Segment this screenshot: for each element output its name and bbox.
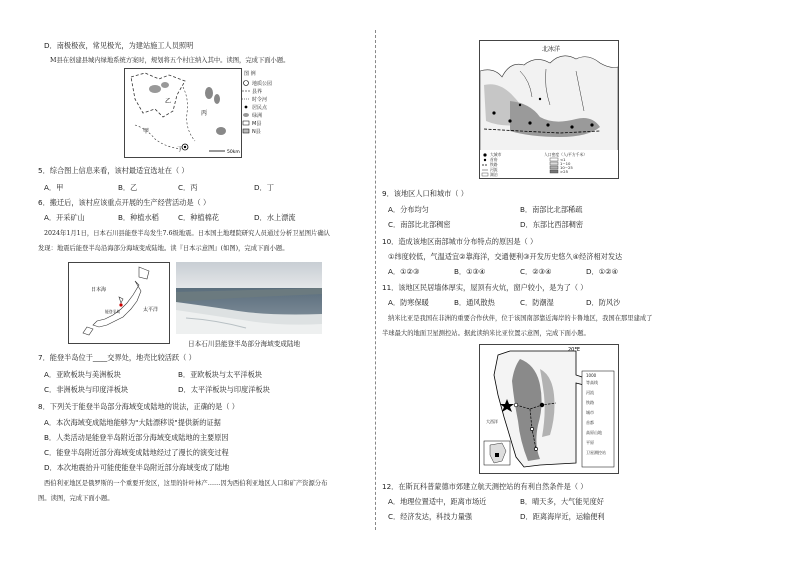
intro-m-county: M县在创建县城内绿地系统方案时，规划将五个村庄纳入其中。读图，完成下面小题。 bbox=[50, 57, 290, 64]
legend-plain: 平原 bbox=[586, 440, 594, 445]
legend-n-county: N县 bbox=[252, 129, 261, 135]
coast-photo bbox=[176, 262, 322, 334]
legend-geopark: 地质公园 bbox=[252, 81, 273, 87]
q12-option-c[interactable]: C．经济发达，科技力量强 bbox=[388, 512, 473, 521]
oasis-4 bbox=[214, 94, 220, 104]
q8-option-b[interactable]: B．人类活动是能登半岛附近部分海域变成陆地的主要原因 bbox=[44, 433, 229, 442]
label-bing: 丙 bbox=[201, 110, 208, 117]
q5-option-d[interactable]: D．丁 bbox=[254, 183, 274, 192]
q6-option-c[interactable]: C．种植棉花 bbox=[178, 213, 219, 222]
intro-siberia-line1: 西伯利亚地区是俄罗斯的一个重要开发区，这里的针叶林产……因为西伯利亚地区人口和矿产资源分布 bbox=[44, 480, 328, 487]
q7-option-b[interactable]: B．亚欧板块与太平洋板块 bbox=[178, 370, 262, 379]
intro-noto-line2: 发现：地震后能登半岛沿海部分海域变成陆地。读『日本示意图』(如图)，完成下面小题。 bbox=[38, 245, 289, 252]
q10-statements: ①纬度较低，气温适宜②靠海洋，交通便利③开发历史悠久④经济相对发达 bbox=[388, 252, 623, 261]
legend-density-4: >25 bbox=[560, 169, 569, 174]
oasis-5 bbox=[216, 127, 226, 135]
oasis-3 bbox=[205, 87, 213, 99]
q5-option-b[interactable]: B．乙 bbox=[118, 183, 138, 192]
q10-option-a[interactable]: A．①②③ bbox=[388, 267, 420, 276]
label-noto: 能登半岛 bbox=[105, 309, 121, 314]
q7-option-c[interactable]: C．非洲板块与印度洋板块 bbox=[44, 385, 129, 394]
q10-option-d[interactable]: D．①②④ bbox=[586, 267, 619, 276]
q10-option-b[interactable]: B．①③④ bbox=[454, 267, 486, 276]
q12-option-a[interactable]: A．地理位置适中，距离市场近 bbox=[388, 497, 487, 506]
label-ding: 丁 bbox=[177, 146, 184, 153]
column-divider bbox=[375, 30, 376, 530]
legend-capital: 首府 bbox=[490, 157, 498, 162]
q12-option-d[interactable]: D．距离海岸近，运输便利 bbox=[520, 512, 605, 521]
question-10: 10．造成该地区南部城市分布特点的原因是（ ） bbox=[382, 237, 538, 246]
q5-option-a[interactable]: A．甲 bbox=[44, 183, 64, 192]
label-jia: 甲 bbox=[143, 128, 150, 135]
intro-siberia-line2: 图。读图，完成下面小题。 bbox=[38, 495, 114, 502]
label-arctic-ocean: 北冰洋 bbox=[542, 46, 561, 53]
legend-oasis: 绿洲 bbox=[252, 113, 263, 119]
question-6: 6．搬迁后，该村应该重点开展的生产经营活动是（ ） bbox=[38, 198, 211, 207]
label-yi: 乙 bbox=[165, 98, 172, 105]
question-9: 9．该地区人口和城市（ ） bbox=[382, 189, 468, 198]
namibia-legend bbox=[584, 373, 614, 465]
legend-county-line: 县界 bbox=[252, 89, 263, 95]
namibia-map bbox=[479, 344, 619, 474]
label-pacific: 太平洋 bbox=[143, 307, 159, 313]
q6-option-a[interactable]: A．开采矿山 bbox=[44, 213, 85, 222]
oasis-1 bbox=[149, 85, 161, 93]
siberia-legend bbox=[479, 150, 619, 179]
photo-caption: 日本石川县能登半岛部分海域变成陆地 bbox=[188, 340, 301, 348]
label-sea-of-japan: 日本海 bbox=[91, 287, 107, 293]
legend-capital-n: 首都 bbox=[586, 420, 594, 425]
county-map-svg bbox=[125, 69, 241, 157]
legend-railway: 铁路 bbox=[490, 162, 498, 167]
q12-option-b[interactable]: B．晴天多，大气能见度好 bbox=[520, 497, 604, 506]
q11-option-b[interactable]: B．通风散热 bbox=[454, 298, 495, 307]
q8-option-d[interactable]: D．本次地震抬升可能使能登半岛附近部分海域变成了陆地 bbox=[44, 463, 230, 472]
legend-railway-n: 铁路 bbox=[586, 400, 594, 405]
legend-satellite: 卫星测控站 bbox=[586, 450, 606, 455]
legend-density-2: 1~10 bbox=[560, 161, 571, 166]
legend-m-county: M县 bbox=[252, 121, 262, 127]
japan-map bbox=[68, 262, 170, 344]
legend-river-n: 河流 bbox=[586, 390, 594, 395]
legend-density-title: 人口密度（人/平方千米） bbox=[544, 152, 588, 157]
legend-contour: 等高线 bbox=[586, 380, 598, 385]
legend-1000: 1000 bbox=[586, 373, 597, 378]
coord-label: 20°E bbox=[568, 347, 581, 353]
coast-photo-svg bbox=[176, 262, 322, 334]
siberia-map bbox=[479, 40, 619, 152]
q4-option-d: D．南极极夜，常见极光，为建站施工人员照明 bbox=[44, 41, 194, 50]
county-map bbox=[124, 68, 242, 158]
question-5: 5．综合图上信息来看，该村最适宜选址在（ ） bbox=[38, 166, 189, 175]
q9-option-a[interactable]: A．分布均匀 bbox=[388, 205, 429, 214]
question-11: 11．该地区民居墙体厚实，屋顶有火炕，窗户较小，是为了（ ） bbox=[382, 283, 588, 292]
legend-city-n: 城市 bbox=[586, 410, 594, 415]
q7-option-a[interactable]: A．亚欧板块与美洲板块 bbox=[44, 370, 121, 379]
legend-settlement: 居民点 bbox=[252, 105, 268, 111]
map1-scale: 50km bbox=[227, 150, 240, 155]
q6-option-d[interactable]: D．水上漂流 bbox=[254, 213, 296, 222]
legend-lake: 湖泊 bbox=[490, 172, 498, 177]
q8-option-c[interactable]: C．能登半岛附近部分海域变成陆地经过了漫长的演变过程 bbox=[44, 448, 229, 457]
question-7: 7．能登半岛位于____交界处，地壳比较活跃（ ） bbox=[38, 353, 196, 362]
legend-density-3: 10~25 bbox=[560, 165, 573, 170]
label-atlantic: 大西洋 bbox=[486, 419, 498, 424]
q5-option-c[interactable]: C．丙 bbox=[178, 183, 198, 192]
q6-option-b[interactable]: B．种植水稻 bbox=[118, 213, 159, 222]
q11-option-d[interactable]: D．防风沙 bbox=[586, 298, 621, 307]
question-12: 12．在斯瓦科普蒙德市郊建立航天测控站的有利自然条件是（ ） bbox=[382, 482, 588, 491]
map1-legend-title: 图 例 bbox=[244, 71, 256, 77]
question-8: 8．下列关于能登半岛部分海域变成陆地的说法，正确的是（ ） bbox=[38, 402, 239, 411]
q9-option-c[interactable]: C．南部比北部稠密 bbox=[388, 220, 451, 229]
map1-legend-symbols bbox=[242, 79, 251, 137]
q9-option-b[interactable]: B．南部比北部稀疏 bbox=[520, 205, 583, 214]
intro-namibia-line1: 纳米比亚是我国在非洲的重要合作伙伴，位于该国南部靠近海岸的卡鲁地区，我国在那里建成了 bbox=[388, 315, 653, 322]
legend-big-city: 大城市 bbox=[490, 152, 502, 157]
q9-option-d[interactable]: D．东部比西部稠密 bbox=[520, 220, 584, 229]
q11-option-c[interactable]: C．防潮湿 bbox=[520, 298, 554, 307]
oasis-2 bbox=[161, 82, 169, 88]
japan-map-svg bbox=[69, 263, 169, 343]
q10-option-c[interactable]: C．②③④ bbox=[520, 267, 552, 276]
siberia-map-svg bbox=[480, 41, 618, 151]
legend-density-1: <1 bbox=[560, 157, 566, 162]
intro-noto-line1: 2024年1月1日，日本石川县能登半岛发生7.6级地震。日本国土地理院研究人员通过分析卫星图片确认 bbox=[44, 230, 330, 237]
legend-river: 河流 bbox=[490, 167, 498, 172]
legend-plateau: 高原山地 bbox=[586, 430, 602, 435]
intro-namibia-line2: 半球最大的地面卫星测控站。据此读纳米比亚位置示意图，完成下面小题。 bbox=[382, 330, 590, 337]
q11-option-a[interactable]: A．防寒保暖 bbox=[388, 298, 429, 307]
q8-option-a[interactable]: A．本次海域变成陆地能够为"大陆漂移说"提供新的证据 bbox=[44, 418, 221, 427]
q7-option-d[interactable]: D．太平洋板块与印度洋板块 bbox=[178, 385, 270, 394]
legend-seasonal-river: 时令河 bbox=[252, 97, 268, 103]
